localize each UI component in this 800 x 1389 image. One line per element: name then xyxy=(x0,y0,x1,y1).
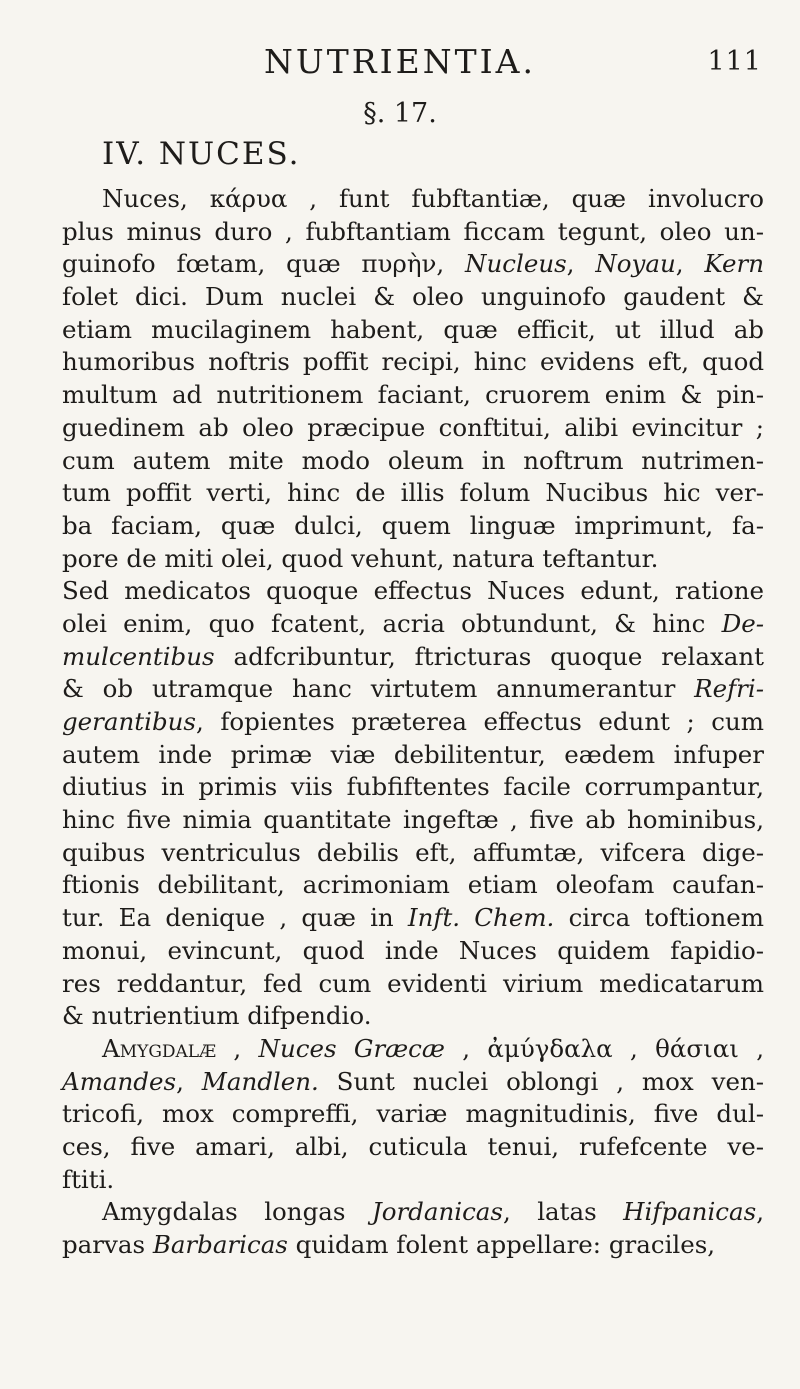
text-segment: Sunt nuclei oblongi , mox ven- xyxy=(318,1066,765,1096)
text-line xyxy=(62,641,764,674)
text-line xyxy=(62,510,764,543)
italic-text: Noyau xyxy=(595,249,676,279)
italic-text: Amandes xyxy=(62,1066,177,1096)
text-segment: , xyxy=(675,249,705,279)
text-line xyxy=(62,1229,764,1262)
text-segment: , ἀμύγδαλα , θάσιαι , xyxy=(444,1033,765,1063)
italic-text: Mandlen. xyxy=(201,1066,319,1096)
text-line xyxy=(62,248,764,281)
text-segment: & ob utramque hanc virtutem annumerantur xyxy=(62,674,695,704)
italic-text: Jordanicas xyxy=(371,1197,503,1227)
text-segment: pore de miti olei, quod vehunt, natura teftantur. xyxy=(62,543,659,573)
body-text xyxy=(62,183,764,1262)
text-segment: etiam mucilaginem habent, quæ efficit, ut illud ab xyxy=(62,314,764,344)
text-segment: & nutrientium difpendio. xyxy=(62,1001,372,1031)
text-segment: tum poffit verti, hinc de illis folum Nucibus hic ver- xyxy=(62,478,764,508)
italic-text: Kern xyxy=(704,249,765,279)
text-line xyxy=(62,1098,764,1131)
text-line xyxy=(62,543,764,576)
section-title: IV. NUCES. xyxy=(102,136,301,172)
text-segment: diutius in primis viis fubfiftentes facile corrumpantur, xyxy=(62,772,764,802)
text-segment: , xyxy=(216,1033,259,1063)
page-number: 111 xyxy=(707,46,762,77)
text-segment: , xyxy=(176,1066,202,1096)
text-segment: autem inde primæ viæ debilitentur, eædem infuper xyxy=(62,739,764,769)
text-segment: guedinem ab oleo præcipue conftitui, alibi evincitur ; xyxy=(62,412,764,442)
text-line xyxy=(62,314,764,347)
italic-text: Nucleus xyxy=(465,249,567,279)
text-segment: circa toftionem xyxy=(554,903,765,933)
text-segment: folet dici. Dum nuclei & oleo unguinofo gaudent & xyxy=(62,282,764,312)
italic-text: gerantibus xyxy=(62,707,196,736)
text-segment: hinc five nimia quantitate ingeftæ , five ab hominibus, xyxy=(62,805,764,835)
text-line xyxy=(62,1066,764,1099)
running-head: NUTRIENTIA. xyxy=(264,42,536,81)
text-segment: Nuces, κάρυα , funt fubftantiæ, quæ involucro xyxy=(102,184,764,213)
text-segment: multum ad nutritionem faciant, cruorem enim & pin- xyxy=(62,380,764,410)
text-line xyxy=(62,771,764,804)
text-segment: cum autem mite modo oleum in noftrum nutrimen- xyxy=(62,445,764,475)
text-segment: adfcribuntur, ftricturas quoque relaxant xyxy=(214,641,764,671)
text-line xyxy=(62,968,764,1001)
text-segment: , xyxy=(756,1197,764,1227)
text-segment: res reddantur, fed cum evidenti virium medicatarum xyxy=(62,968,764,998)
text-line xyxy=(62,445,764,478)
italic-text: Nuces Græcæ xyxy=(258,1033,445,1063)
text-line xyxy=(62,608,764,641)
section-number: §. 17. xyxy=(363,98,437,129)
text-segment: ftiti. xyxy=(62,1164,115,1194)
text-segment: parvas xyxy=(62,1230,153,1259)
text-line xyxy=(62,216,764,249)
italic-text: Refri- xyxy=(694,674,764,704)
text-segment: quibus ventriculus debilis eft, affumtæ, vifcera dige- xyxy=(62,837,764,867)
text-segment: , latas xyxy=(502,1197,624,1227)
text-line xyxy=(62,739,764,772)
text-line xyxy=(62,804,764,837)
text-segment: ces, five amari, albi, cuticula tenui, rufefcente ve- xyxy=(62,1131,764,1161)
page-header xyxy=(0,42,800,86)
text-line xyxy=(62,935,764,968)
text-line xyxy=(62,1131,764,1164)
text-line xyxy=(62,1164,764,1197)
text-segment: tur. Ea denique , quæ in xyxy=(62,903,408,933)
text-segment: olei enim, quo fcatent, acria obtundunt, & hinc xyxy=(62,608,722,638)
text-line xyxy=(62,869,764,902)
text-segment: Amygdalæ xyxy=(102,1033,217,1063)
text-line xyxy=(62,1000,764,1033)
text-segment: guinofo fœtam, quæ πυρὴν, xyxy=(62,249,466,279)
italic-text: mulcentibus xyxy=(62,641,215,671)
italic-text: Hifpanicas xyxy=(623,1197,757,1227)
text-line xyxy=(62,673,764,706)
text-segment: , fopientes præterea effectus edunt ; cum xyxy=(196,707,764,736)
text-line xyxy=(62,477,764,510)
text-segment: humoribus noftris poffit recipi, hinc evidens eft, quod xyxy=(62,347,764,377)
text-segment: ba faciam, quæ dulci, quem linguæ imprimunt, fa- xyxy=(62,510,764,540)
text-segment: plus minus duro , fubftantiam ficcam tegunt, oleo un- xyxy=(62,216,764,246)
text-line xyxy=(62,183,764,216)
text-line xyxy=(62,706,764,739)
italic-text: Inft. Chem. xyxy=(407,903,555,933)
text-line xyxy=(62,1033,764,1066)
text-line xyxy=(62,412,764,445)
text-segment: , xyxy=(566,249,596,279)
text-line xyxy=(62,1196,764,1229)
text-line xyxy=(62,346,764,379)
text-line xyxy=(62,379,764,412)
text-segment: quidam folent appellare: graciles, xyxy=(287,1230,716,1259)
text-segment: tricofi, mox compreffi, variæ magnitudinis, five dul- xyxy=(62,1099,764,1129)
text-line xyxy=(62,575,764,608)
text-segment: Amygdalas longas xyxy=(102,1197,372,1227)
text-segment: ftionis debilitant, acrimoniam etiam oleofam caufan- xyxy=(62,870,764,900)
italic-text: De- xyxy=(721,608,764,638)
text-line xyxy=(62,902,764,935)
text-segment: monui, evincunt, quod inde Nuces quidem fapidio- xyxy=(62,935,764,965)
italic-text: Barbaricas xyxy=(152,1230,288,1259)
text-line xyxy=(62,837,764,870)
text-line xyxy=(62,281,764,314)
text-segment: Sed medicatos quoque effectus Nuces edunt, ratione xyxy=(62,576,764,606)
